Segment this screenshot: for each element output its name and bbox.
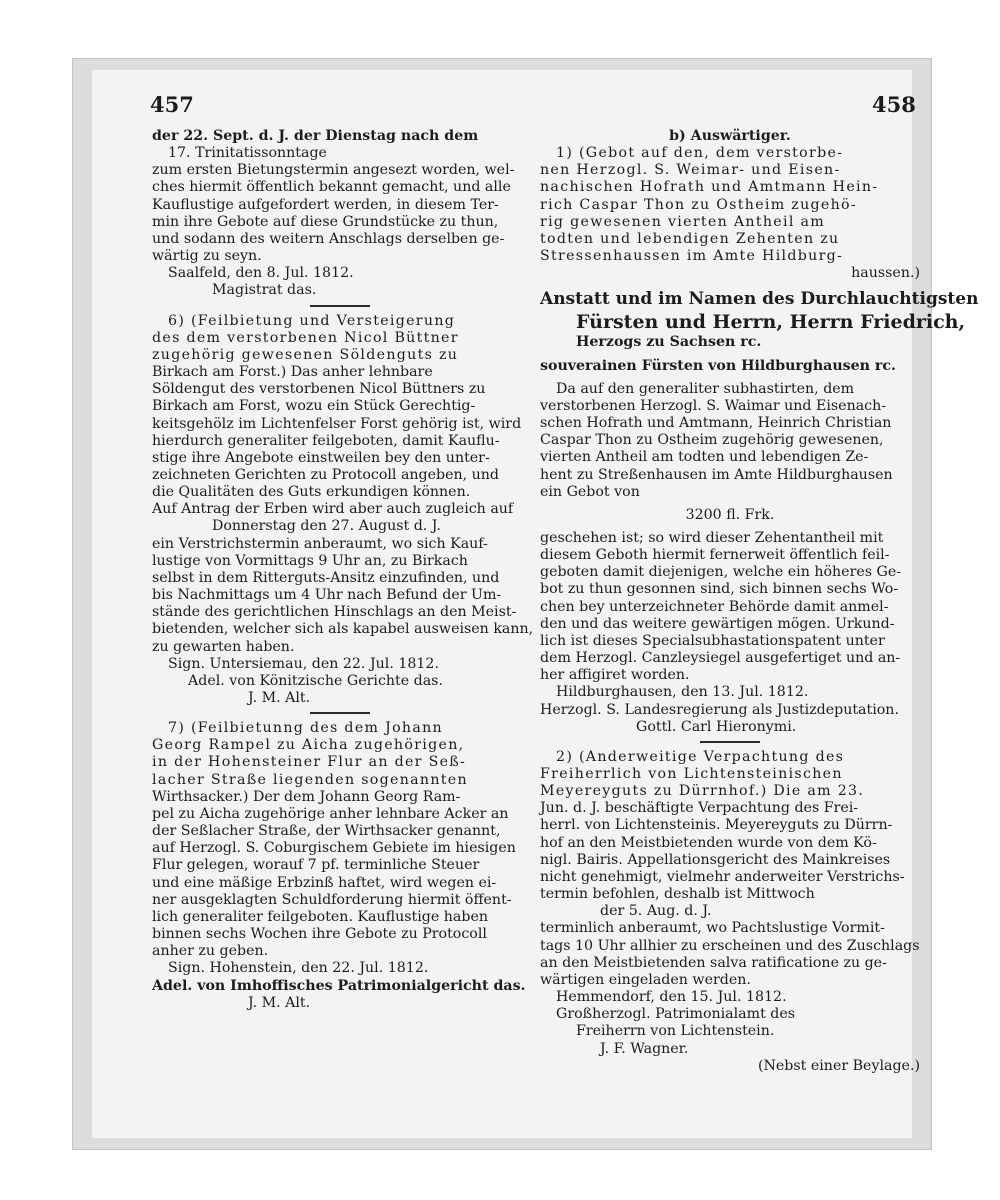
text-line: nicht genehmigt, vielmehr anderweiter Verstrichs- bbox=[540, 868, 905, 885]
text-line: diesem Geboth hiermit fernerweit öffentlich feil- bbox=[540, 547, 890, 564]
text-line: Wirthsacker.) Der dem Johann Georg Ram- bbox=[152, 788, 461, 805]
text-line: hierdurch generaliter feilgeboten, damit Kauflu- bbox=[152, 432, 500, 449]
text-line: und sodann des weitern Anschlags derselben ge- bbox=[152, 230, 505, 247]
signature: Gottl. Carl Hieronymi. bbox=[636, 718, 797, 735]
text-line: schen Hofrath und Amtmann, Heinrich Christian bbox=[540, 415, 892, 432]
signature: J. M. Alt. bbox=[248, 994, 311, 1011]
text-line: tags 10 Uhr allhier zu erscheinen und des Zuschlags bbox=[540, 937, 920, 954]
text-line: lich generaliter feilgeboten. Kauflustige haben bbox=[152, 908, 488, 925]
text-line: Flur gelegen, worauf 7 pf. terminliche Steuer bbox=[152, 857, 480, 874]
notice-heading: 6) (Feilbietung und Versteigerung bbox=[168, 312, 456, 329]
date-line: Donnerstag den 27. August d. J. bbox=[212, 518, 441, 535]
notice-heading: todten und lebendigen Zehenten zu bbox=[540, 230, 840, 247]
text-line: wärtigen eingeladen werden. bbox=[540, 971, 751, 988]
signature: Adel. von Könitzische Gerichte das. bbox=[188, 672, 443, 689]
notice-heading: nen Herzogl. S. Weimar- und Eisen- bbox=[540, 162, 841, 179]
page-number-right: 458 bbox=[872, 92, 916, 117]
footer-note: (Nebst einer Beylage.) bbox=[757, 1057, 920, 1074]
place-date: Hemmendorf, den 15. Jul. 1812. bbox=[556, 989, 787, 1006]
notice-heading: rich Caspar Thon zu Ostheim zugehö- bbox=[540, 196, 857, 213]
date-line: der 5. Aug. d. J. bbox=[600, 903, 712, 920]
place-date: Saalfeld, den 8. Jul. 1812. bbox=[168, 265, 354, 282]
left-column bbox=[152, 128, 534, 1012]
text-line: Kauflustige aufgefordert werden, in diesem Ter- bbox=[152, 196, 499, 213]
text-line: terminlich anberaumt, wo Pachtslustige Vormit- bbox=[540, 920, 885, 937]
text-line: chen bey unterzeichneter Behörde damit anmel- bbox=[540, 598, 889, 615]
text-line: geschehen ist; so wird dieser Zehentantheil mit bbox=[540, 529, 884, 546]
signature: Großherzogl. Patrimonialamt des bbox=[556, 1006, 796, 1023]
text-line: ner ausgeklagten Schuldforderung hiermit öffent- bbox=[152, 891, 512, 908]
text-line: zu gewarten haben. bbox=[152, 638, 295, 655]
decree-line: souverainen Fürsten von Hildburghausen rc. bbox=[540, 357, 896, 374]
place-date: Hildburghausen, den 13. Jul. 1812. bbox=[556, 684, 809, 701]
notice-heading: 7) (Feilbietunng des dem Johann bbox=[168, 720, 443, 737]
section-rule bbox=[310, 305, 370, 307]
text-line: vierten Antheil am todten und lebendigen Ze- bbox=[540, 449, 869, 466]
notice-heading: lacher Straße liegenden sogenannten bbox=[152, 771, 468, 788]
text-line: lustige von Vormittags 9 Uhr an, zu Birkach bbox=[152, 552, 468, 569]
notice-heading: zugehörig gewesenen Söldenguts zu bbox=[152, 346, 459, 363]
text-line: Birkach am Forst.) Das anher lehnbare bbox=[152, 364, 433, 381]
text-line: Jun. d. J. beschäftigte Verpachtung des Frei- bbox=[540, 800, 859, 817]
text-line: bis Nachmittags um 4 Uhr nach Befund der Um- bbox=[152, 587, 502, 604]
section-rule bbox=[310, 712, 370, 714]
signature: Magistrat das. bbox=[212, 282, 317, 299]
text-line: der 22. Sept. d. J. der Dienstag nach dem bbox=[152, 128, 479, 144]
text-line: hent zu Streßenhausen im Amte Hildburghausen bbox=[540, 466, 893, 483]
text-line: ein Verstrichstermin anberaumt, wo sich Kauf- bbox=[152, 535, 488, 552]
notice-heading: haussen.) bbox=[851, 265, 920, 282]
text-line: ches hiermit öffentlich bekannt gemacht, und alle bbox=[152, 179, 511, 196]
page-number-left: 457 bbox=[150, 92, 194, 117]
notice-heading: nachischen Hofrath und Amtmann Hein- bbox=[540, 179, 879, 196]
decree-line: Fürsten und Herrn, Herrn Friedrich, bbox=[576, 311, 966, 334]
text-line: geboten damit diejenigen, welche ein höheres Ge- bbox=[540, 564, 902, 581]
notice-heading: 1) (Gebot auf den, dem verstorbe- bbox=[556, 145, 844, 162]
signature: J. M. Alt. bbox=[248, 690, 311, 706]
text-line: an den Meistbietenden salva ratificatione zu ge- bbox=[540, 954, 887, 971]
right-column bbox=[540, 128, 979, 1075]
text-line: der Seßlacher Straße, der Wirthsacker genannt, bbox=[152, 823, 501, 840]
text-line: stände des gerichtlichen Hinschlags an den Meist- bbox=[152, 604, 517, 621]
text-line: termin befohlen, deshalb ist Mittwoch bbox=[540, 886, 815, 903]
text-line: Caspar Thon zu Ostheim zugehörig gewesenen, bbox=[540, 432, 884, 449]
notice-heading: des dem verstorbenen Nicol Büttner bbox=[152, 329, 459, 346]
notice-heading: Meyereyguts zu Dürrnhof.) Die am 23. bbox=[540, 783, 865, 800]
text-line: selbst in dem Ritterguts-Ansitz einzufinden, und bbox=[152, 569, 500, 586]
text-line: stige ihre Angebote einstweilen bey den unter- bbox=[152, 449, 490, 466]
amount: 3200 fl. Frk. bbox=[685, 506, 775, 523]
notice-heading: Freiherrlich von Lichtensteinischen bbox=[540, 766, 843, 782]
text-line: 17. Trinitatissonntage bbox=[168, 145, 327, 162]
place-date: Sign. Untersiemau, den 22. Jul. 1812. bbox=[168, 655, 439, 672]
text-line: zum ersten Bietungstermin angesezt worden, wel- bbox=[152, 162, 515, 179]
text-line: anher zu geben. bbox=[152, 943, 269, 960]
text-line: binnen sechs Wochen ihre Gebote zu Protocoll bbox=[152, 926, 487, 943]
decree-line: Anstatt und im Namen des Durchlauchtigsten bbox=[540, 289, 979, 310]
text-line: min ihre Gebote auf diese Grundstücke zu thun, bbox=[152, 213, 499, 230]
text-line: keitsgehölz im Lichtenfelser Forst gehörig ist, wird bbox=[152, 415, 522, 432]
text-line: bietenden, welcher sich als kapabel ausweisen kann, bbox=[152, 621, 534, 638]
decree-line: Herzogs zu Sachsen rc. bbox=[576, 334, 762, 351]
text-line: und eine mäßige Erbzinß haftet, wird wegen ei- bbox=[152, 874, 497, 891]
text-line: verstorbenen Herzogl. S. Waimar und Eisenach- bbox=[540, 397, 887, 414]
notice-heading: Stressenhaussen im Amte Hildburg- bbox=[540, 248, 844, 265]
signature: Freiherrn von Lichtenstein. bbox=[576, 1023, 775, 1040]
notice-heading: 2) (Anderweitige Verpachtung des bbox=[556, 748, 845, 765]
text-line: nigl. Bairis. Appellationsgericht des Mainkreises bbox=[540, 851, 891, 868]
section-rule bbox=[700, 741, 760, 743]
text-line: wärtig zu seyn. bbox=[152, 248, 262, 265]
text-line: ein Gebot von bbox=[540, 483, 640, 500]
text-line: auf Herzogl. S. Coburgischem Gebiete im hiesigen bbox=[152, 840, 516, 857]
notice-heading: rig gewesenen vierten Antheil am bbox=[540, 213, 825, 230]
text-line: Söldengut des verstorbenen Nicol Büttners zu bbox=[152, 381, 486, 398]
text-line: herrl. von Lichtensteinis. Meyereyguts zu Dürrn- bbox=[540, 817, 893, 834]
signature: J. F. Wagner. bbox=[600, 1040, 689, 1057]
text-line: die Qualitäten des Guts erkundigen können. bbox=[152, 484, 471, 501]
text-line: hof an den Meistbietenden wurde von dem Kö- bbox=[540, 834, 877, 851]
signature: Herzogl. S. Landesregierung als Justizdeputation. bbox=[540, 701, 899, 718]
text-line: bot zu thun gesonnen sind, sich binnen sechs Wo- bbox=[540, 581, 899, 598]
place-date: Sign. Hohenstein, den 22. Jul. 1812. bbox=[168, 960, 429, 977]
text-line: pel zu Aicha zugehörige anher lehnbare Acker an bbox=[152, 805, 509, 822]
notice-heading: Georg Rampel zu Aicha zugehörigen, bbox=[152, 737, 465, 754]
signature: Adel. von Imhoffisches Patrimonialgericht das. bbox=[152, 977, 526, 994]
section-heading: b) Auswärtiger. bbox=[669, 128, 791, 144]
text-line: Birkach am Forst, wozu ein Stück Gerechtig- bbox=[152, 398, 476, 415]
text-line: zeichneten Gerichten zu Protocoll angeben, und bbox=[152, 466, 500, 483]
text-line: Auf Antrag der Erben wird aber auch zugleich auf bbox=[152, 501, 514, 518]
text-line: dem Herzogl. Canzleysiegel ausgefertiget und an- bbox=[540, 650, 901, 667]
notice-heading: in der Hohensteiner Flur an der Seß- bbox=[152, 754, 467, 771]
text-line: Da auf den generaliter subhastirten, dem bbox=[556, 380, 855, 397]
text-line: her affigiret worden. bbox=[540, 667, 690, 684]
text-line: lich ist dieses Specialsubhastationspatent unter bbox=[540, 632, 885, 649]
text-line: den und das weitere gewärtigen mögen. Urkund- bbox=[540, 615, 895, 632]
